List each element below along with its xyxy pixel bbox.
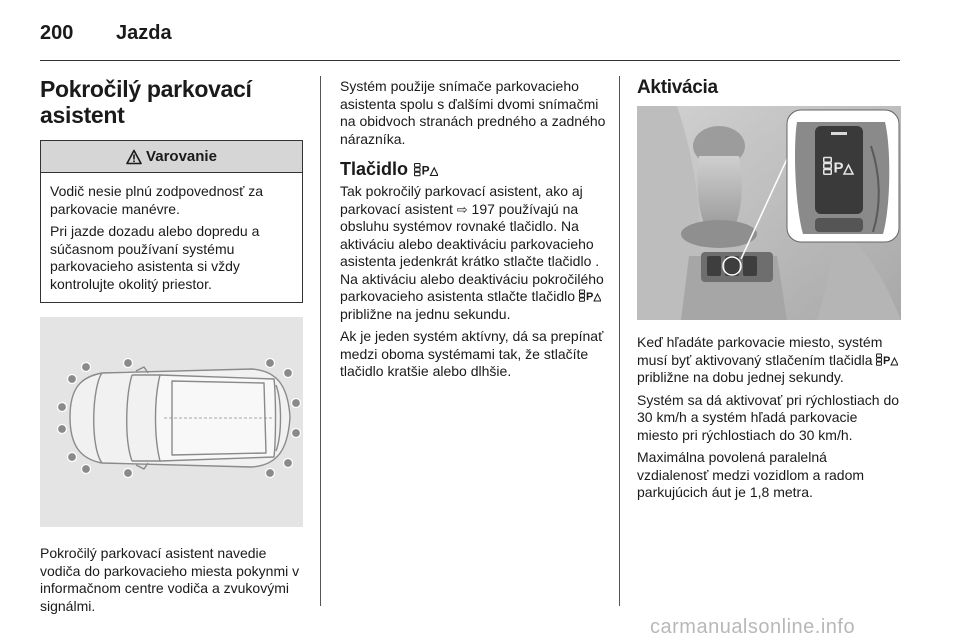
button-usage-text-c: približne na jednu sekundu.: [340, 305, 511, 322]
section-title: [40, 76, 303, 128]
warning-heading: Varovanie: [146, 148, 217, 165]
chapter-title: Jazda: [116, 22, 172, 44]
paragraph-activation: [637, 334, 901, 387]
paragraph-switching: Ak je jeden systém aktívny, dá sa prepínať medzi oboma systémami tak, že stlačíte tlačidlo kratšie alebo dlhšie.: [340, 328, 604, 379]
button-subtitle-text: Tlačidlo: [340, 159, 409, 179]
paragraph-button-usage: [340, 183, 606, 323]
activation-text-a: Keď hľadáte parkovacie miesto, systém musí byť aktivovaný stlačením tlačidla: [637, 334, 883, 368]
paragraph-speed: Systém sa dá aktivovať pri rýchlostiach do 30 km/h a systém hľadá parkovacie miesto pri rýchlostiach do 30 km/h.: [637, 391, 900, 443]
page-reference-arrow-icon: ⇨: [456, 201, 468, 217]
button-usage-text-b: používajú na obsluhu systémov rovnaké tlačidlo. Na aktiváciu alebo deaktiváciu parkovacieho asistenta jedenkrát krátko stlačte tlačidlo . Na aktiváciu alebo deaktiváciu pokročilého parkovacieho asistenta stlačte tlačidlo: [340, 200, 604, 304]
console-button-drawing: [637, 106, 901, 320]
paragraph-sensors: Systém použije snímače parkovacieho asistenta spolu s ďalšími dvomi snímačmi na obidvoch stranách predného a zadného nárazníka.: [340, 78, 606, 147]
column-3: [637, 76, 901, 507]
warning-paragraph-1: Vodič nesie plnú zodpovednosť za parkovacie manévre.: [50, 183, 264, 217]
button-subtitle: [340, 158, 606, 180]
car-top-view-drawing: [40, 317, 303, 527]
page-number: 200: [40, 22, 74, 44]
column-2: [340, 78, 606, 386]
column-1: [40, 76, 303, 615]
warning-box: [40, 140, 303, 303]
activation-title: Aktivácia: [637, 77, 718, 98]
watermark: carmanualsonline.info: [650, 616, 856, 638]
section-title-line-2: asistent: [40, 102, 125, 128]
column-divider-2: [619, 76, 620, 606]
park-assist-icon: [579, 289, 601, 302]
warning-paragraph-2: Pri jazde dozadu alebo dopredu a súčasnom používaní systému parkovacieho asistenta si vždy kontrolujte okolitý priestor.: [50, 223, 260, 292]
car-sensor-illustration: [40, 317, 303, 527]
warning-header: [41, 141, 302, 173]
header-rule: [40, 60, 900, 61]
warning-triangle-icon: [126, 149, 142, 165]
column-divider-1: [320, 76, 321, 606]
button-usage-text-a: Tak pokročilý parkovací asistent, ako aj parkovací asistent: [340, 183, 583, 217]
park-assist-icon: [414, 162, 438, 177]
svg-text:P: P: [833, 159, 844, 177]
park-assist-icon: [876, 353, 898, 366]
activation-text-b: približne na dobu jednej sekundy.: [637, 369, 844, 385]
warning-body: [41, 173, 302, 302]
figure-caption: Pokročilý parkovací asistent navedie vodiča do parkovacieho miesta pokynmi v informačnom centre vodiča a zvukovými signálmi.: [40, 545, 300, 614]
section-title-line-1: Pokročilý parkovací: [40, 76, 252, 102]
page-reference-number[interactable]: 197: [471, 200, 495, 217]
paragraph-distance: Maximálna povolená paralelná vzdialenosť medzi vozidlom a radom parkujúcich áut je 1,8 metra.: [637, 449, 865, 500]
center-console-illustration: [637, 106, 901, 320]
